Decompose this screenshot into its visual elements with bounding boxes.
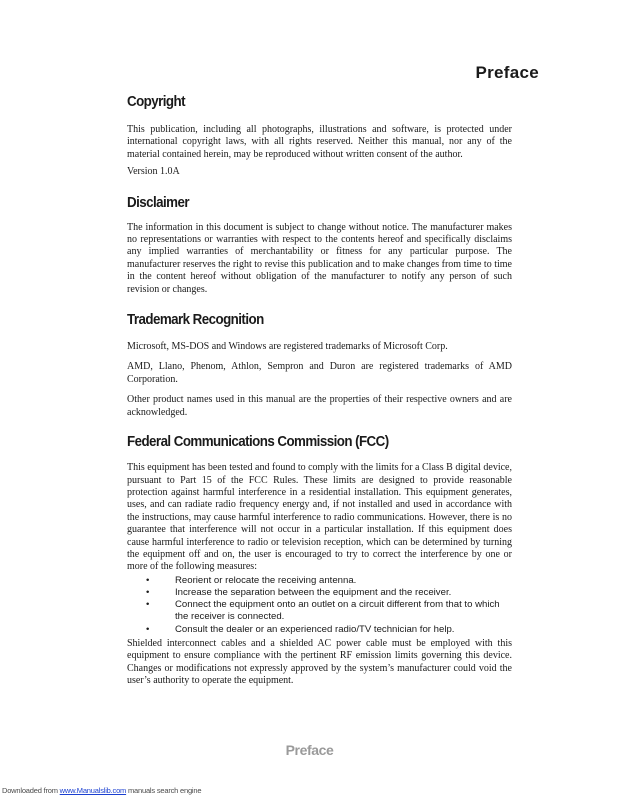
bullet-icon: • <box>146 599 150 611</box>
fcc-measures-list <box>127 575 512 636</box>
trademark-heading: Trademark Recognition <box>127 312 264 329</box>
trademark-paragraph: AMD, Llano, Phenom, Athlon, Sempron and Duron are registered trademarks of AMD Corporation. <box>127 361 512 385</box>
bullet-icon: • <box>146 574 150 586</box>
measure-text: Reorient or relocate the receiving antenna. <box>175 574 357 586</box>
bullet-icon: • <box>146 623 150 635</box>
fcc-closing-paragraph: Shielded interconnect cables and a shielded AC power cable must be employed with this equipment to ensure compliance with the pertinent RF emission limits governing this device. Changes or modifications not expressly approved by the system’s manufacturer could void the user’s authority to operate the equipment. <box>127 637 512 686</box>
download-banner <box>2 786 201 795</box>
list-item <box>127 624 512 636</box>
copyright-paragraph: This publication, including all photographs, illustrations and software, is protected under international copyright laws, with all rights reserved. Neither this manual, nor any of the material contained herein, may be reproduced without written consent of the author. <box>127 124 512 160</box>
measure-text: Connect the equipment onto an outlet on a circuit different from that to which the receiver is connected. <box>175 599 500 623</box>
disclaimer-paragraph: The information in this document is subject to change without notice. The manufacturer makes no representations or warranties with respect to the contents hereof and specifically disclaims any implied warranties of merchantability or fitness for any particular purpose. The manufacturer reserves the right to revise this publication and to make changes from time to time in the content hereof without obligation of the manufacturer to notify any person of such revision or changes. <box>127 221 512 295</box>
list-item <box>127 575 512 587</box>
trademark-paragraph: Microsoft, MS-DOS and Windows are registered trademarks of Microsoft Corp. <box>127 341 448 353</box>
copyright-heading: Copyright <box>127 94 186 110</box>
bullet-icon: • <box>146 586 150 598</box>
document-body <box>127 92 512 687</box>
measure-text: Consult the dealer or an experienced radio/TV technician for help. <box>175 623 455 635</box>
disclaimer-heading: Disclaimer <box>127 194 189 211</box>
fcc-paragraph: This equipment has been tested and found to comply with the limits for a Class B digital device, pursuant to Part 15 of the FCC Rules. These limits are designed to provide reasonable protection against harmful interference in a residential installation. This equipment generates, uses, and can radiate radio frequency energy and, if not installed and used in accordance with the instructions, may cause harmful interference to radio communications. However, there is no guarantee that interference will not occur in a particular installation. If this equipment does cause harmful interference to radio or television reception, which can be determined by turning the equipment off and on, the user is encouraged to try to correct the interference by one or more of the following measures: <box>127 462 512 573</box>
manualslib-link[interactable]: www.Manualslib.com <box>59 786 127 795</box>
page-title: Preface <box>475 63 539 82</box>
list-item <box>127 587 512 599</box>
download-suffix: manuals search engine <box>126 786 202 795</box>
version-text: Version 1.0A <box>127 166 180 178</box>
fcc-heading: Federal Communications Commission (FCC) <box>127 434 389 451</box>
measure-text: Increase the separation between the equipment and the receiver. <box>175 586 452 598</box>
trademark-paragraph: Other product names used in this manual are the properties of their respective owners and are acknowledged. <box>127 394 512 418</box>
footer-section-label: Preface <box>285 742 334 758</box>
download-prefix: Downloaded from <box>2 786 60 795</box>
list-item <box>127 599 512 623</box>
